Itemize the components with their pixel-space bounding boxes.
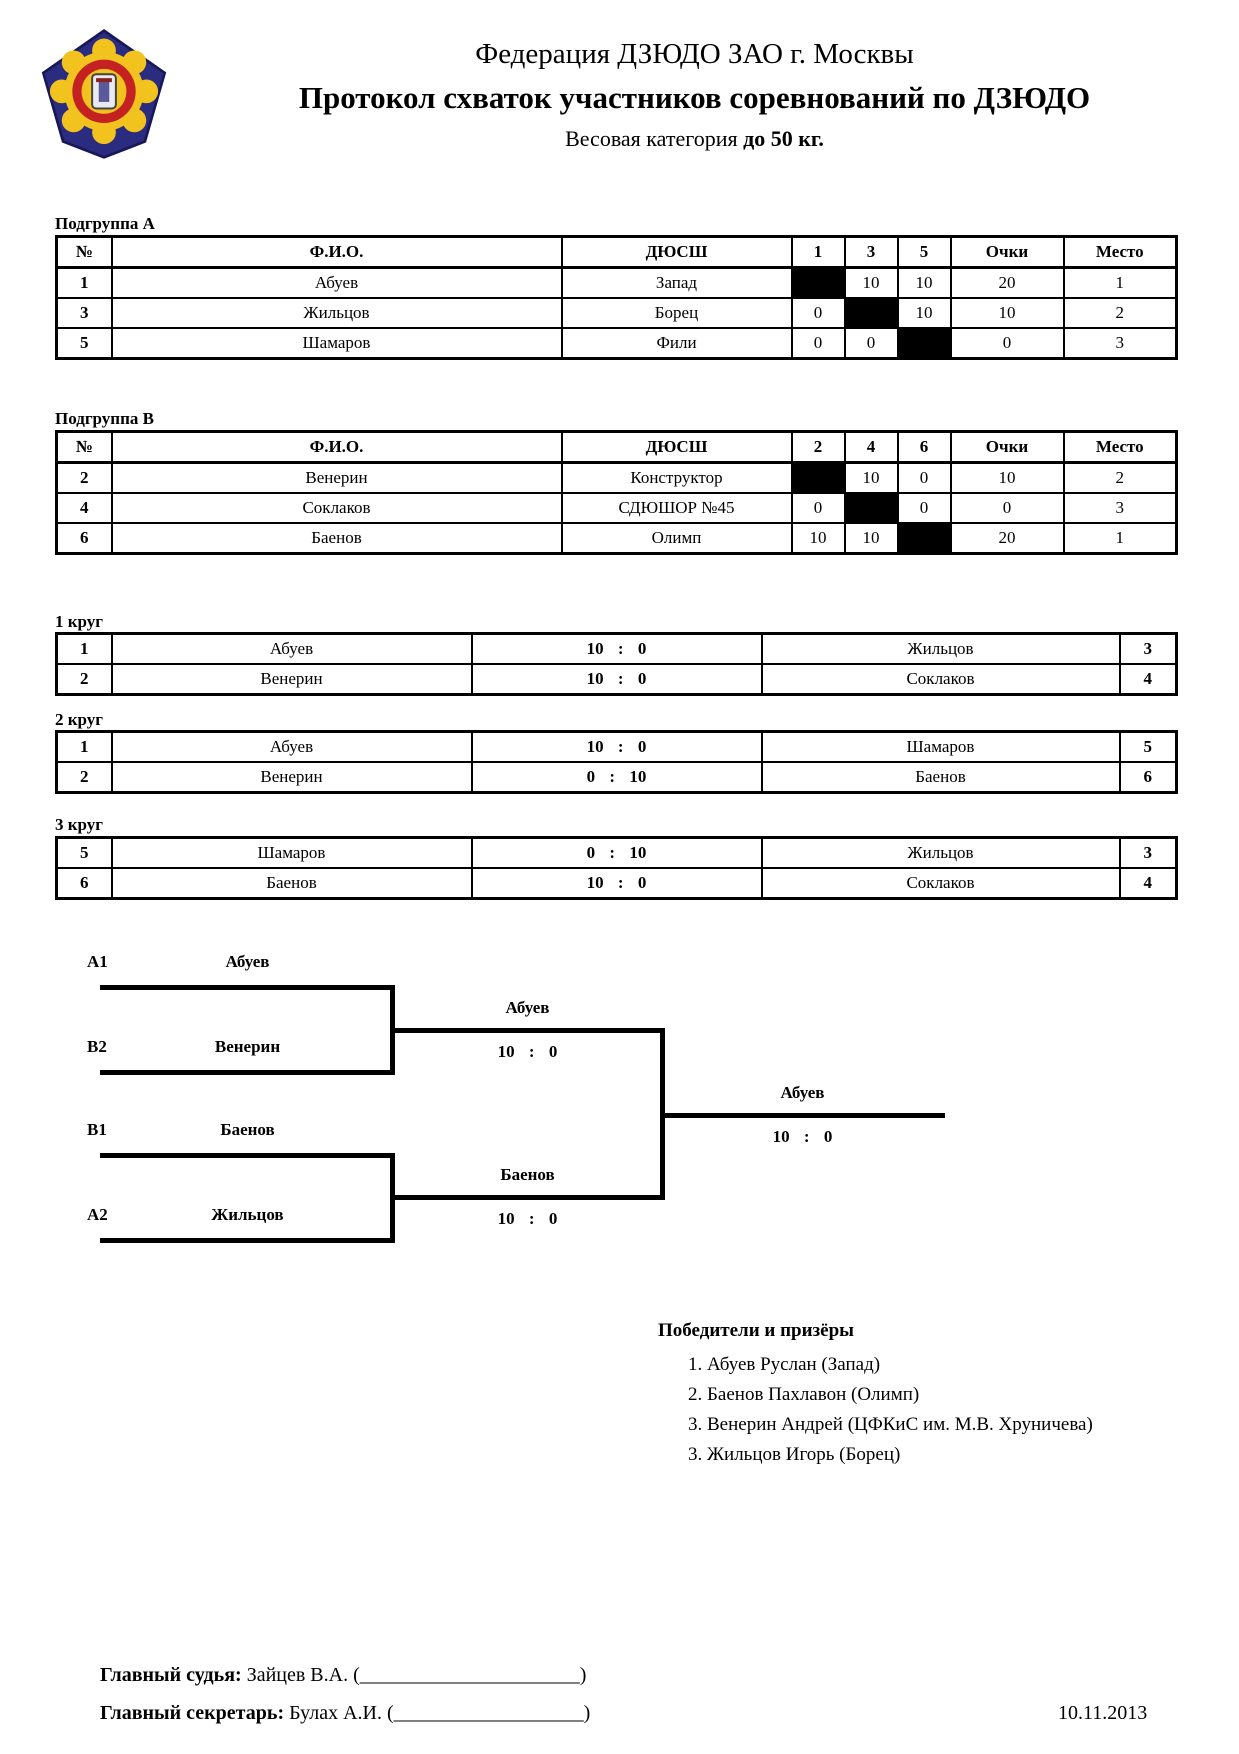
bracket-name-b2: Венерин bbox=[214, 1037, 281, 1056]
round-1-table bbox=[55, 632, 1178, 696]
cell-score: 10 bbox=[898, 268, 951, 299]
col-header-4: 4 bbox=[845, 432, 898, 463]
cell-fighter-right: Соклаков bbox=[762, 664, 1120, 695]
subgroup-a-label: Подгруппа А bbox=[55, 214, 155, 233]
col-header-num: № bbox=[57, 432, 112, 463]
cell-num: 6 bbox=[57, 523, 112, 554]
cell-place: 2 bbox=[1064, 463, 1177, 494]
cell-name: Баенов bbox=[112, 523, 562, 554]
document-date: 10.11.2013 bbox=[1058, 1702, 1148, 1724]
cell-self-blocked bbox=[845, 493, 898, 523]
cell-name: Венерин bbox=[112, 463, 562, 494]
cell-score: 10 bbox=[792, 523, 845, 554]
bracket-name-a1: Абуев bbox=[225, 952, 270, 971]
bracket-line bbox=[100, 1070, 395, 1075]
cell-club: Запад bbox=[562, 268, 792, 299]
cell-name: Жильцов bbox=[112, 298, 562, 328]
cell-club: СДЮШОР №45 bbox=[562, 493, 792, 523]
round-3-table bbox=[55, 836, 1178, 900]
cell-club: Фили bbox=[562, 328, 792, 359]
bracket-final-score: 10 : 0 bbox=[772, 1127, 833, 1146]
round-1-label: 1 круг bbox=[55, 612, 103, 631]
match-row bbox=[57, 868, 1177, 899]
cell-fighter-right: Жильцов bbox=[762, 634, 1120, 665]
cell-self-blocked bbox=[845, 298, 898, 328]
bracket-seed-a1: A1 bbox=[87, 952, 108, 971]
col-header-1: 1 bbox=[792, 237, 845, 268]
cell-fighter-left: Венерин bbox=[112, 762, 472, 793]
cell-fighter-left: Абуев bbox=[112, 634, 472, 665]
cell-self-blocked bbox=[898, 328, 951, 359]
bracket-sf2-winner: Баенов bbox=[500, 1165, 555, 1184]
cell-name: Абуев bbox=[112, 268, 562, 299]
col-header-name: Ф.И.О. bbox=[112, 432, 562, 463]
weight-category-value: до 50 кг. bbox=[743, 126, 824, 151]
col-header-place: Место bbox=[1064, 237, 1177, 268]
cell-num: 5 bbox=[57, 328, 112, 359]
bracket-line bbox=[390, 1195, 665, 1200]
cell-match-score: 10 : 0 bbox=[472, 868, 762, 899]
match-row bbox=[57, 762, 1177, 793]
table-row bbox=[57, 493, 1177, 523]
cell-opponent-num: 4 bbox=[1120, 868, 1177, 899]
cell-fighter-left: Шамаров bbox=[112, 838, 472, 869]
cell-match-num: 2 bbox=[57, 762, 112, 793]
col-header-place: Место bbox=[1064, 432, 1177, 463]
cell-place: 2 bbox=[1064, 298, 1177, 328]
cell-place: 3 bbox=[1064, 493, 1177, 523]
cell-opponent-num: 6 bbox=[1120, 762, 1177, 793]
table-row bbox=[57, 298, 1177, 328]
cell-opponent-num: 4 bbox=[1120, 664, 1177, 695]
cell-points: 0 bbox=[951, 328, 1064, 359]
match-row bbox=[57, 732, 1177, 763]
col-header-points: Очки bbox=[951, 432, 1064, 463]
cell-fighter-right: Шамаров bbox=[762, 732, 1120, 763]
weight-category-label: Весовая категория bbox=[565, 126, 738, 151]
bracket-line bbox=[660, 1113, 945, 1118]
bracket-seed-b2: B2 bbox=[87, 1037, 107, 1056]
cell-match-num: 1 bbox=[57, 732, 112, 763]
col-header-6: 6 bbox=[898, 432, 951, 463]
chief-judge-line bbox=[100, 1664, 586, 1687]
cell-fighter-right: Соклаков bbox=[762, 868, 1120, 899]
cell-opponent-num: 3 bbox=[1120, 634, 1177, 665]
cell-match-score: 10 : 0 bbox=[472, 732, 762, 763]
cell-points: 20 bbox=[951, 268, 1064, 299]
subgroup-b-table bbox=[55, 430, 1178, 555]
subgroup-a-table bbox=[55, 235, 1178, 360]
cell-score: 0 bbox=[898, 493, 951, 523]
chief-secretary-label: Главный секретарь: bbox=[100, 1702, 285, 1724]
weight-category-line bbox=[180, 126, 1209, 152]
subgroup-b-label: Подгруппа В bbox=[55, 409, 154, 428]
winner-item: 1. Абуев Руслан (Запад) bbox=[688, 1354, 881, 1375]
table-row bbox=[57, 328, 1177, 359]
bracket-sf2-score: 10 : 0 bbox=[497, 1209, 558, 1228]
federation-logo bbox=[38, 28, 170, 160]
cell-points: 0 bbox=[951, 493, 1064, 523]
cell-fighter-left: Абуев bbox=[112, 732, 472, 763]
cell-match-score: 10 : 0 bbox=[472, 664, 762, 695]
winner-item: 3. Жильцов Игорь (Борец) bbox=[688, 1444, 901, 1465]
chief-judge-value: Зайцев В.А. (______________________) bbox=[246, 1664, 587, 1686]
table-row bbox=[57, 463, 1177, 494]
col-header-2: 2 bbox=[792, 432, 845, 463]
bracket-final-winner: Абуев bbox=[780, 1083, 825, 1102]
table-header-row bbox=[57, 432, 1177, 463]
cell-num: 4 bbox=[57, 493, 112, 523]
cell-match-score: 10 : 0 bbox=[472, 634, 762, 665]
match-row bbox=[57, 634, 1177, 665]
winner-item: 3. Венерин Андрей (ЦФКиС им. М.В. Хруничева) bbox=[688, 1414, 1093, 1435]
bracket-sf1-score: 10 : 0 bbox=[497, 1042, 558, 1061]
round-2-label: 2 круг bbox=[55, 710, 103, 729]
bracket-name-a2: Жильцов bbox=[211, 1205, 284, 1224]
cell-score: 10 bbox=[898, 298, 951, 328]
match-row bbox=[57, 664, 1177, 695]
cell-match-num: 5 bbox=[57, 838, 112, 869]
chief-secretary-line bbox=[100, 1702, 590, 1725]
table-row bbox=[57, 268, 1177, 299]
cell-match-num: 1 bbox=[57, 634, 112, 665]
cell-opponent-num: 3 bbox=[1120, 838, 1177, 869]
bracket-line bbox=[100, 1238, 395, 1243]
col-header-num: № bbox=[57, 237, 112, 268]
document-title: Протокол схваток участников соревнований по ДЗЮДО bbox=[298, 80, 1091, 115]
col-header-points: Очки bbox=[951, 237, 1064, 268]
cell-score: 10 bbox=[845, 523, 898, 554]
cell-club: Конструктор bbox=[562, 463, 792, 494]
cell-points: 10 bbox=[951, 298, 1064, 328]
match-row bbox=[57, 838, 1177, 869]
cell-opponent-num: 5 bbox=[1120, 732, 1177, 763]
bracket-name-b1: Баенов bbox=[220, 1120, 275, 1139]
cell-num: 2 bbox=[57, 463, 112, 494]
cell-match-score: 0 : 10 bbox=[472, 762, 762, 793]
bracket-sf1-winner: Абуев bbox=[505, 998, 550, 1017]
cell-name: Соклаков bbox=[112, 493, 562, 523]
chief-secretary-value: Булах А.И. (___________________) bbox=[289, 1702, 591, 1724]
cell-club: Борец bbox=[562, 298, 792, 328]
cell-points: 20 bbox=[951, 523, 1064, 554]
chief-judge-label: Главный судья: bbox=[100, 1664, 242, 1686]
cell-match-score: 0 : 10 bbox=[472, 838, 762, 869]
cell-self-blocked bbox=[792, 463, 845, 494]
cell-club: Олимп bbox=[562, 523, 792, 554]
bracket-line bbox=[100, 985, 395, 990]
cell-fighter-right: Жильцов bbox=[762, 838, 1120, 869]
col-header-name: Ф.И.О. bbox=[112, 237, 562, 268]
cell-score: 10 bbox=[845, 268, 898, 299]
federation-title: Федерация ДЗЮДО ЗАО г. Москвы bbox=[475, 38, 914, 70]
cell-place: 1 bbox=[1064, 268, 1177, 299]
col-header-3: 3 bbox=[845, 237, 898, 268]
cell-num: 3 bbox=[57, 298, 112, 328]
table-row bbox=[57, 523, 1177, 554]
bracket-seed-a2: A2 bbox=[87, 1205, 108, 1224]
cell-score: 10 bbox=[845, 463, 898, 494]
cell-num: 1 bbox=[57, 268, 112, 299]
round-3-label: 3 круг bbox=[55, 815, 103, 834]
cell-score: 0 bbox=[792, 493, 845, 523]
bracket-line bbox=[100, 1153, 395, 1158]
table-header-row bbox=[57, 237, 1177, 268]
col-header-5: 5 bbox=[898, 237, 951, 268]
cell-place: 1 bbox=[1064, 523, 1177, 554]
bracket-line bbox=[390, 1028, 665, 1033]
col-header-club: ДЮСШ bbox=[562, 237, 792, 268]
cell-place: 3 bbox=[1064, 328, 1177, 359]
winner-item: 2. Баенов Пахлавон (Олимп) bbox=[688, 1384, 920, 1405]
cell-score: 0 bbox=[792, 298, 845, 328]
col-header-club: ДЮСШ bbox=[562, 432, 792, 463]
cell-fighter-left: Венерин bbox=[112, 664, 472, 695]
cell-score: 0 bbox=[845, 328, 898, 359]
cell-self-blocked bbox=[792, 268, 845, 299]
cell-score: 0 bbox=[898, 463, 951, 494]
cell-fighter-right: Баенов bbox=[762, 762, 1120, 793]
bracket-seed-b1: B1 bbox=[87, 1120, 107, 1139]
cell-match-num: 2 bbox=[57, 664, 112, 695]
winners-list bbox=[688, 1350, 1093, 1470]
round-2-table bbox=[55, 730, 1178, 794]
cell-self-blocked bbox=[898, 523, 951, 554]
cell-points: 10 bbox=[951, 463, 1064, 494]
winners-title: Победители и призёры bbox=[658, 1320, 855, 1341]
cell-name: Шамаров bbox=[112, 328, 562, 359]
cell-score: 0 bbox=[792, 328, 845, 359]
cell-fighter-left: Баенов bbox=[112, 868, 472, 899]
cell-match-num: 6 bbox=[57, 868, 112, 899]
